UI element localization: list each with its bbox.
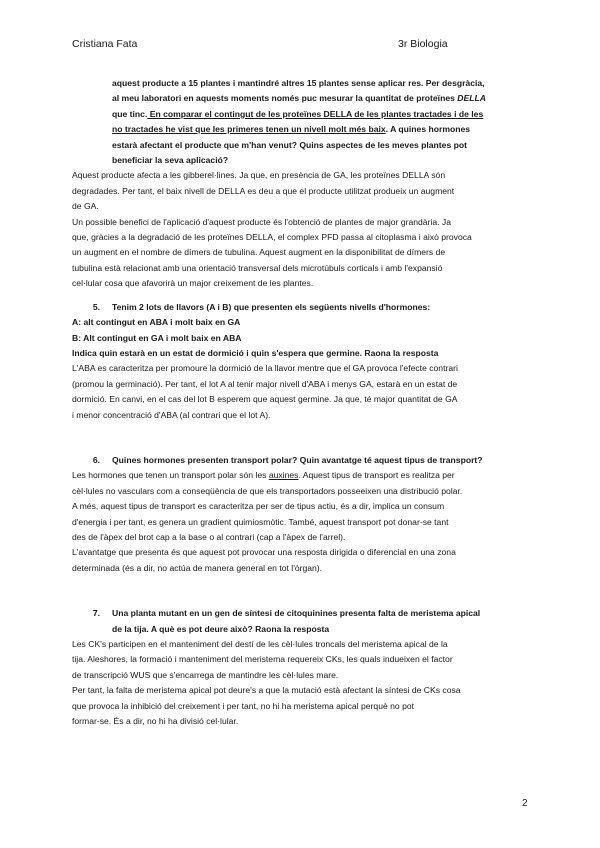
answer-line: de transcripció WUS que s'encarrega de mantindre les cèl·lules mare. [72,669,339,680]
question-heading [72,300,532,315]
question-4-continued [72,76,532,168]
header-author: Cristiana Fata [72,38,138,50]
answer-line: cèl·lules no vasculars com a conseqüència de que els transportadors posseeixen una distribució polar. [72,485,463,496]
question-title: Una planta mutant en un gen de síntesi de citoquinines presenta falta de meristema apical [112,608,481,619]
answer-line: formar-se. És a dir, no hi ha divisió cel·lular. [72,716,239,727]
answer-5 [72,361,532,423]
question-line: aquest producte a 15 plantes i mantindré altres 15 plantes sense aplicar res. Per desgràcia, [112,78,485,88]
question-title: Tenim 2 lots de llavors (A i B) que presenten els següents nivells d'hormones: [112,301,431,312]
question-7 [72,606,532,637]
answer-line: des de l'àpex del brot cap a la base o al contrari (cap a l'àpex de l'arrel). [72,531,346,542]
answer-line: Per tant, la falta de meristema apical pot deure's a que la mutació està afectant la síntesi de CKs cosa [72,685,461,696]
question-number: 7. [92,608,100,619]
question-line: beneficiar la seva aplicació? [112,155,229,166]
answer-line: de GA. [72,201,99,212]
question-ask: Indica quin estarà en un estat de dormició i quin s'espera que germine. Raona la resposta [72,347,439,358]
answer-line: A més, aquest tipus de transport es caracteritza per ser de tipus actiu, és a dir, implica un consum [72,501,445,512]
question-line: estarà afectant el producte que m'han venut? Quins aspectes de les meves plantes pot [112,139,467,150]
answer-line: (promou la germinació). Per tant, el lot A al tenir major nivell d'ABA i menys GA, estarà en un estat de [72,378,458,389]
underlined-term: auxines [268,470,299,481]
question-line: que tinc. En comparar el contingut de les proteïnes DELLA de les plantes tractades i de les [112,108,484,119]
answer-line: i menor concentració d'ABA (al contrari que el lot A). [72,409,271,420]
answer-line: Les CK's participen en el manteniment del destí de les cèl·lules troncals del meristema apical de la [72,639,448,649]
answer-line: que provoca la inhibició del creixement i per tant, no hi ha meristema apical perquè no pot [72,700,415,711]
answer-line: Aquest producte afecta a les gibberel·lines. Ja que, en presència de GA, les proteïnes DELLA són [72,170,446,181]
answer-line: Un possible benefici de l'aplicació d'aquest producte és l'obtenció de plantes de major grandària. Ja [72,216,451,227]
answer-line: tija. Aleshores, la formació i manteniment del meristema requereix CKs, les quals indueixen el factor [72,654,453,665]
answer-line: L'ABA es caracteritza per promoure la dormició de la llavor mentre que el GA provoca l'efecte contrari [72,363,458,374]
answer-line: un augment en el nombre de dímers de tubulina. Aquest augment en la disponibilitat de dímers de [72,247,446,258]
answer-line: determinada (és a dir, no actúa de manera general en tot l'òrgan). [72,562,323,573]
question-title: Quines hormones presenten transport polar? Quin avantatge té aquest tipus de transport? [112,454,483,465]
answer-line: cel·lular cosa que afavorirà un major creixement de les plantes. [72,278,314,289]
question-title-cont: de la tija. A què es pot deure això? Raona la resposta [112,623,330,634]
question-heading [72,606,532,621]
document-body [72,76,532,729]
answer-4 [72,168,532,291]
answer-6 [72,468,532,576]
question-number: 6. [92,454,100,465]
question-line: no tractades he vist que les primeres tenen un nivell molt més baix. A quines hormones [112,124,471,135]
question-heading [72,453,532,468]
answer-line: L'avantatge que presenta és que aquest pot provocar una resposta dirigida o diferencial en una zona [72,547,456,558]
lot-b-description: B: Alt contingut en GA i molt baix en ABA [72,332,242,343]
question-number: 5. [92,301,100,312]
page-number: 2 [522,798,528,809]
question-6 [72,453,532,468]
answer-7 [72,637,532,729]
answer-line: que, gràcies a la degradació de les proteïnes DELLA, el complex PFD passa al citoplasma i això provoca [72,232,472,243]
question-5 [72,300,532,362]
answer-line: degradades. Per tant, el baix nivell de DELLA es deu a que el producte utilitzat produeix un augment [72,185,455,196]
answer-line: Les hormones que tenen un transport polar són les auxines. Aquest tipus de transport es realitza per [72,470,455,481]
lot-a-description: A: alt contingut en ABA i molt baix en GA [72,317,241,328]
header-subject: 3r Biologia [398,38,448,50]
answer-line: dormició. En canvi, en el cas del lot B esperem que aquest germine. Ja que, té major quantitat de GA [72,394,458,405]
answer-line: d'energia i per tant, es genera un gradient quimiosmòtic. També, aquest transport pot donar-se tant [72,516,449,527]
question-line: al meu laboratori en aquests moments només puc mesurar la quantitat de proteïnes DELLA [112,93,486,104]
answer-line: tubulina està relacionat amb una orientació transversal dels microtúbuls corticals i amb l'expansió [72,262,443,273]
